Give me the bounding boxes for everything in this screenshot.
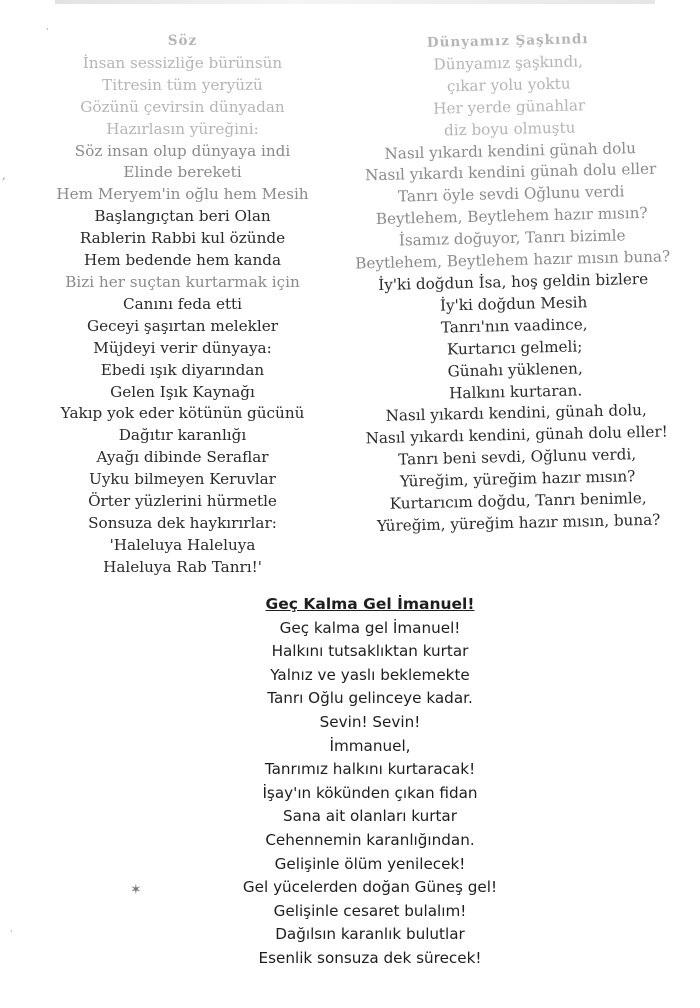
poem-line: Hem Meryem'in oğlu hem Mesih [56, 185, 309, 204]
poem-line: Her yerde günahlar [433, 95, 586, 118]
scan-speck: ˈ [46, 28, 49, 38]
page-top-edge [55, 0, 655, 4]
poem-line: Canını feda etti [122, 294, 243, 313]
poem-line: Başlangıçtan beri Olan [94, 207, 271, 226]
poem-line: 'Haleluya Haleluya [109, 535, 256, 554]
poem-line: Dağılsın karanlık bulutlar [275, 925, 465, 944]
poem-line: Hazırlasın yüreğini: [106, 119, 259, 138]
poem-line: Ebedi ışık diyarından [100, 360, 265, 379]
poem-line: Tanrı beni sevdi, Oğlunu verdi, [398, 445, 637, 469]
poem-line: Gelen Işık Kaynağı [110, 382, 255, 401]
poem-line: Bizi her suçtan kurtarmak için [65, 272, 300, 291]
poem-line: Sana ait olanları kurtar [283, 807, 457, 826]
poem-title: Söz [167, 33, 198, 49]
poem-line: Dağıtır karanlığı [118, 426, 247, 445]
poem-gec-kalma-gel-imanuel [160, 593, 580, 971]
poem-line: Halkını tutsaklıktan kurtar [271, 642, 469, 661]
poem-line: Yüreğim, yüreğim hazır mısın? [399, 467, 636, 491]
poem-line: Haleluya Rab Tanrı!' [103, 557, 262, 576]
poem-line: Beytlehem, Beytlehem hazır mısın buna? [355, 247, 671, 273]
poem-line: İmmanuel, [329, 736, 411, 755]
poem-line: Yüreğim, yüreğim hazır mısın, buna? [376, 510, 661, 536]
poem-line: Sonsuza dek haykırırlar: [88, 513, 277, 532]
poem-line: Yalnız ve yaslı beklemekte [270, 665, 470, 684]
poem-line: Gel yücelerden doğan Güneş gel! [242, 878, 498, 897]
poem-line: Gözünü çevirsin dünyadan [80, 97, 285, 116]
poem-line: Nasıl yıkardı kendini günah dolu eller [364, 160, 657, 185]
poem-line: İy'ki doğdun Mesih [439, 293, 588, 315]
scan-speck: ˈ [10, 930, 13, 940]
poem-line: Tanrı'nın vaadince, [440, 315, 588, 337]
poem-line: Ayağı dibinde Seraflar [96, 448, 269, 467]
poem-title: Geç Kalma Gel İmanuel! [265, 595, 475, 613]
poem-line: Kurtarıcı gelmeli; [446, 337, 583, 359]
poem-line: Beytlehem, Beytlehem hazır mısın? [375, 204, 648, 229]
poem-line: Esenlik sonsuza dek sürecek! [258, 948, 482, 967]
poem-line: Günahı yüklenen, [447, 358, 583, 381]
poem-line: Sevin! Sevin! [319, 712, 421, 731]
poem-line: Gelişinle ölüm yenilecek! [274, 854, 466, 873]
poem-line: İy'ki doğdun İsa, hoş geldin bizlere [378, 269, 649, 294]
poem-line: Geceyi şaşırtan melekler [87, 316, 278, 335]
poem-line: Nasıl yıkardı kendini, günah dolu, [385, 401, 647, 426]
poem-line: Tanrımız halkını kurtaracak! [264, 760, 476, 779]
poem-line: Kurtarıcım doğdu, Tanrı benimle, [389, 488, 647, 513]
scan-speck: ✶ [130, 882, 142, 898]
poem-line: Müjdeyi verir dünyaya: [93, 338, 272, 357]
poem-line: diz boyu olmuştu [443, 118, 576, 140]
poem-line: Uyku bilmeyen Keruvlar [89, 470, 276, 489]
poem-line: Tanrı öyle sevdi Oğlunu verdi [397, 182, 625, 206]
poem-line: Halkını kurtaran. [448, 380, 583, 402]
poem-soz [40, 31, 325, 579]
poem-line: Tanrı Oğlu gelinceye kadar. [267, 689, 473, 708]
poem-line: Geç kalma gel İmanuel! [279, 618, 461, 637]
poem-line: Dünyamız şaşkındı, [433, 52, 584, 74]
poem-dunyamiz-saskindi [335, 27, 691, 539]
poem-line: Yakıp yok eder kötünün gücünü [60, 404, 305, 423]
poem-line: İnsan sessizliğe bürünsün [82, 53, 283, 72]
poem-line: Cehennemin karanlığından. [265, 830, 475, 849]
poem-line: Gelişinle cesaret bulalım! [273, 901, 467, 920]
poem-line: Örter yüzlerini hürmetle [88, 492, 277, 511]
poem-line: Söz insan olup dünyaya indi [74, 141, 291, 160]
poem-line: Nasıl yıkardı kendini, günah dolu eller! [365, 422, 668, 448]
poem-title: Dünyamız Şaşkındı [426, 31, 589, 51]
poem-line: Nasıl yıkardı kendini günah dolu [384, 138, 637, 163]
poem-line: Elinde bereketi [123, 163, 242, 182]
poem-line: İşay'ın kökünden çıkan fidan [262, 783, 478, 802]
scan-speck: , [2, 168, 6, 182]
poem-line: Hem bedende hem kanda [83, 251, 281, 270]
poem-line: Titresin tüm yeryüzü [102, 75, 263, 94]
poem-line: Rablerin Rabbi kul özünde [79, 229, 286, 248]
poem-line: çıkar yolu yoktu [446, 74, 571, 96]
poem-line: İsamız doğuyor, Tanrı bizimle [398, 226, 626, 250]
